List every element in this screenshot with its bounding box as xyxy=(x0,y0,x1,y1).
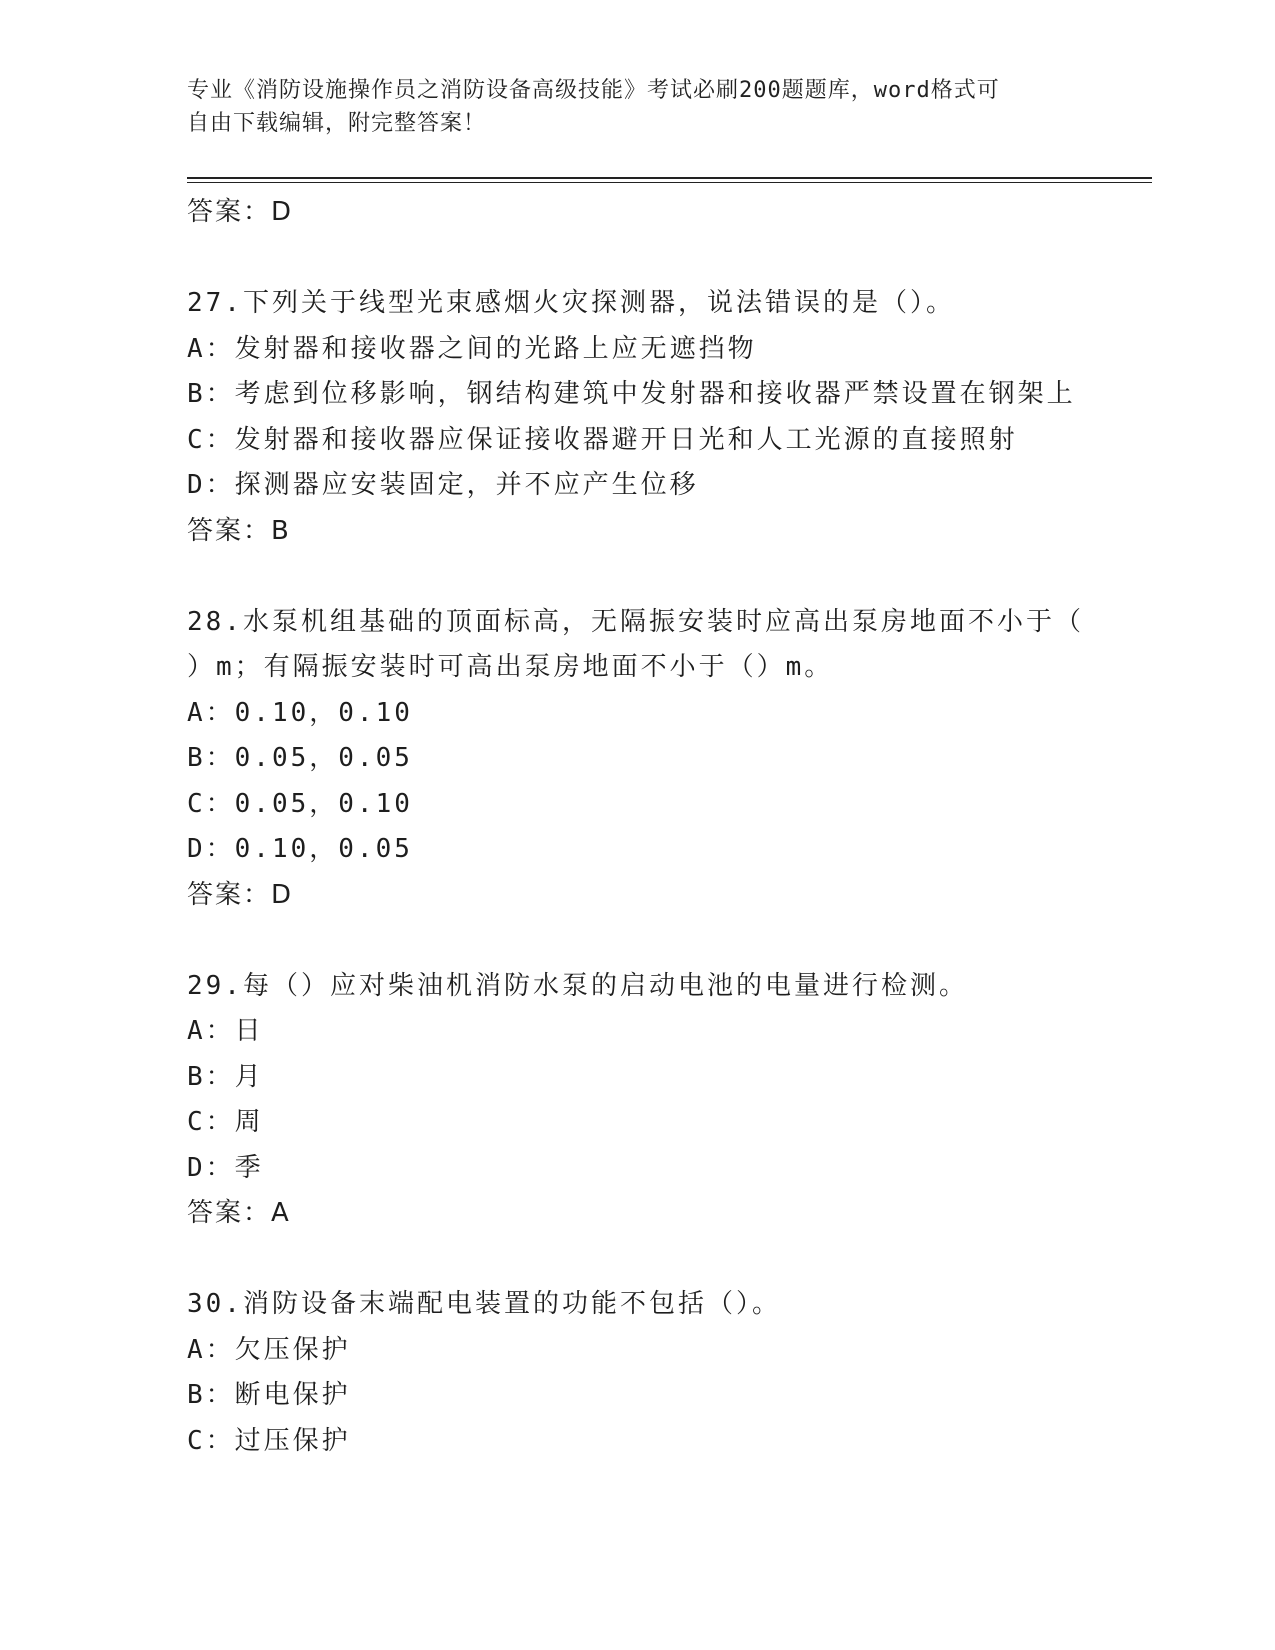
header-line-1: 专业《消防设施操作员之消防设备高级技能》考试必刷200题题库，word格式可 xyxy=(187,78,1000,103)
option-c: C：0.05，0.10 xyxy=(187,788,413,819)
option-a: A：0.10，0.10 xyxy=(187,697,413,728)
option-d: D：探测器应安装固定，并不应产生位移 xyxy=(187,470,699,500)
option-a: A：欠压保护 xyxy=(187,1334,351,1365)
question-stem: 29.每（）应对柴油机消防水泵的启动电池的电量进行检测。 xyxy=(187,970,968,1001)
question-stem-continued: ）m；有隔振安装时可高出泵房地面不小于（）m。 xyxy=(187,652,834,682)
option-d: D：0.10，0.05 xyxy=(187,834,413,864)
question-list xyxy=(187,190,1147,1464)
header-line-2: 自由下载编辑，附完整答案！ xyxy=(187,111,487,136)
option-b: B：断电保护 xyxy=(187,1380,351,1410)
question-28 xyxy=(187,600,1147,919)
option-b: B：0.05，0.05 xyxy=(187,743,413,773)
answer-28: 答案：D xyxy=(187,879,294,910)
document-header xyxy=(187,74,1087,140)
option-d: D：季 xyxy=(187,1152,264,1183)
option-c: C：周 xyxy=(187,1107,264,1137)
option-c: C：发射器和接收器应保证接收器避开日光和人工光源的直接照射 xyxy=(187,424,1018,455)
question-30 xyxy=(187,1282,1147,1464)
option-b: B：月 xyxy=(187,1061,264,1092)
question-stem: 30.消防设备末端配电装置的功能不包括（）。 xyxy=(187,1289,781,1319)
option-a: A：日 xyxy=(187,1016,264,1046)
question-stem: 28.水泵机组基础的顶面标高，无隔振安装时应高出泵房地面不小于（ xyxy=(187,606,1084,637)
option-c: C：过压保护 xyxy=(187,1425,351,1456)
header-divider xyxy=(187,177,1152,179)
header-divider-thin xyxy=(187,182,1152,183)
option-a: A：发射器和接收器之间的光路上应无遮挡物 xyxy=(187,333,757,364)
answer-26: 答案：D xyxy=(187,197,294,227)
answer-27: 答案：B xyxy=(187,515,291,546)
answer-29: 答案：A xyxy=(187,1198,291,1228)
question-27 xyxy=(187,281,1147,554)
question-stem: 27.下列关于线型光束感烟火灾探测器，说法错误的是（）。 xyxy=(187,288,955,318)
option-b: B：考虑到位移影响，钢结构建筑中发射器和接收器严禁设置在钢架上 xyxy=(187,379,1076,409)
question-29 xyxy=(187,964,1147,1237)
